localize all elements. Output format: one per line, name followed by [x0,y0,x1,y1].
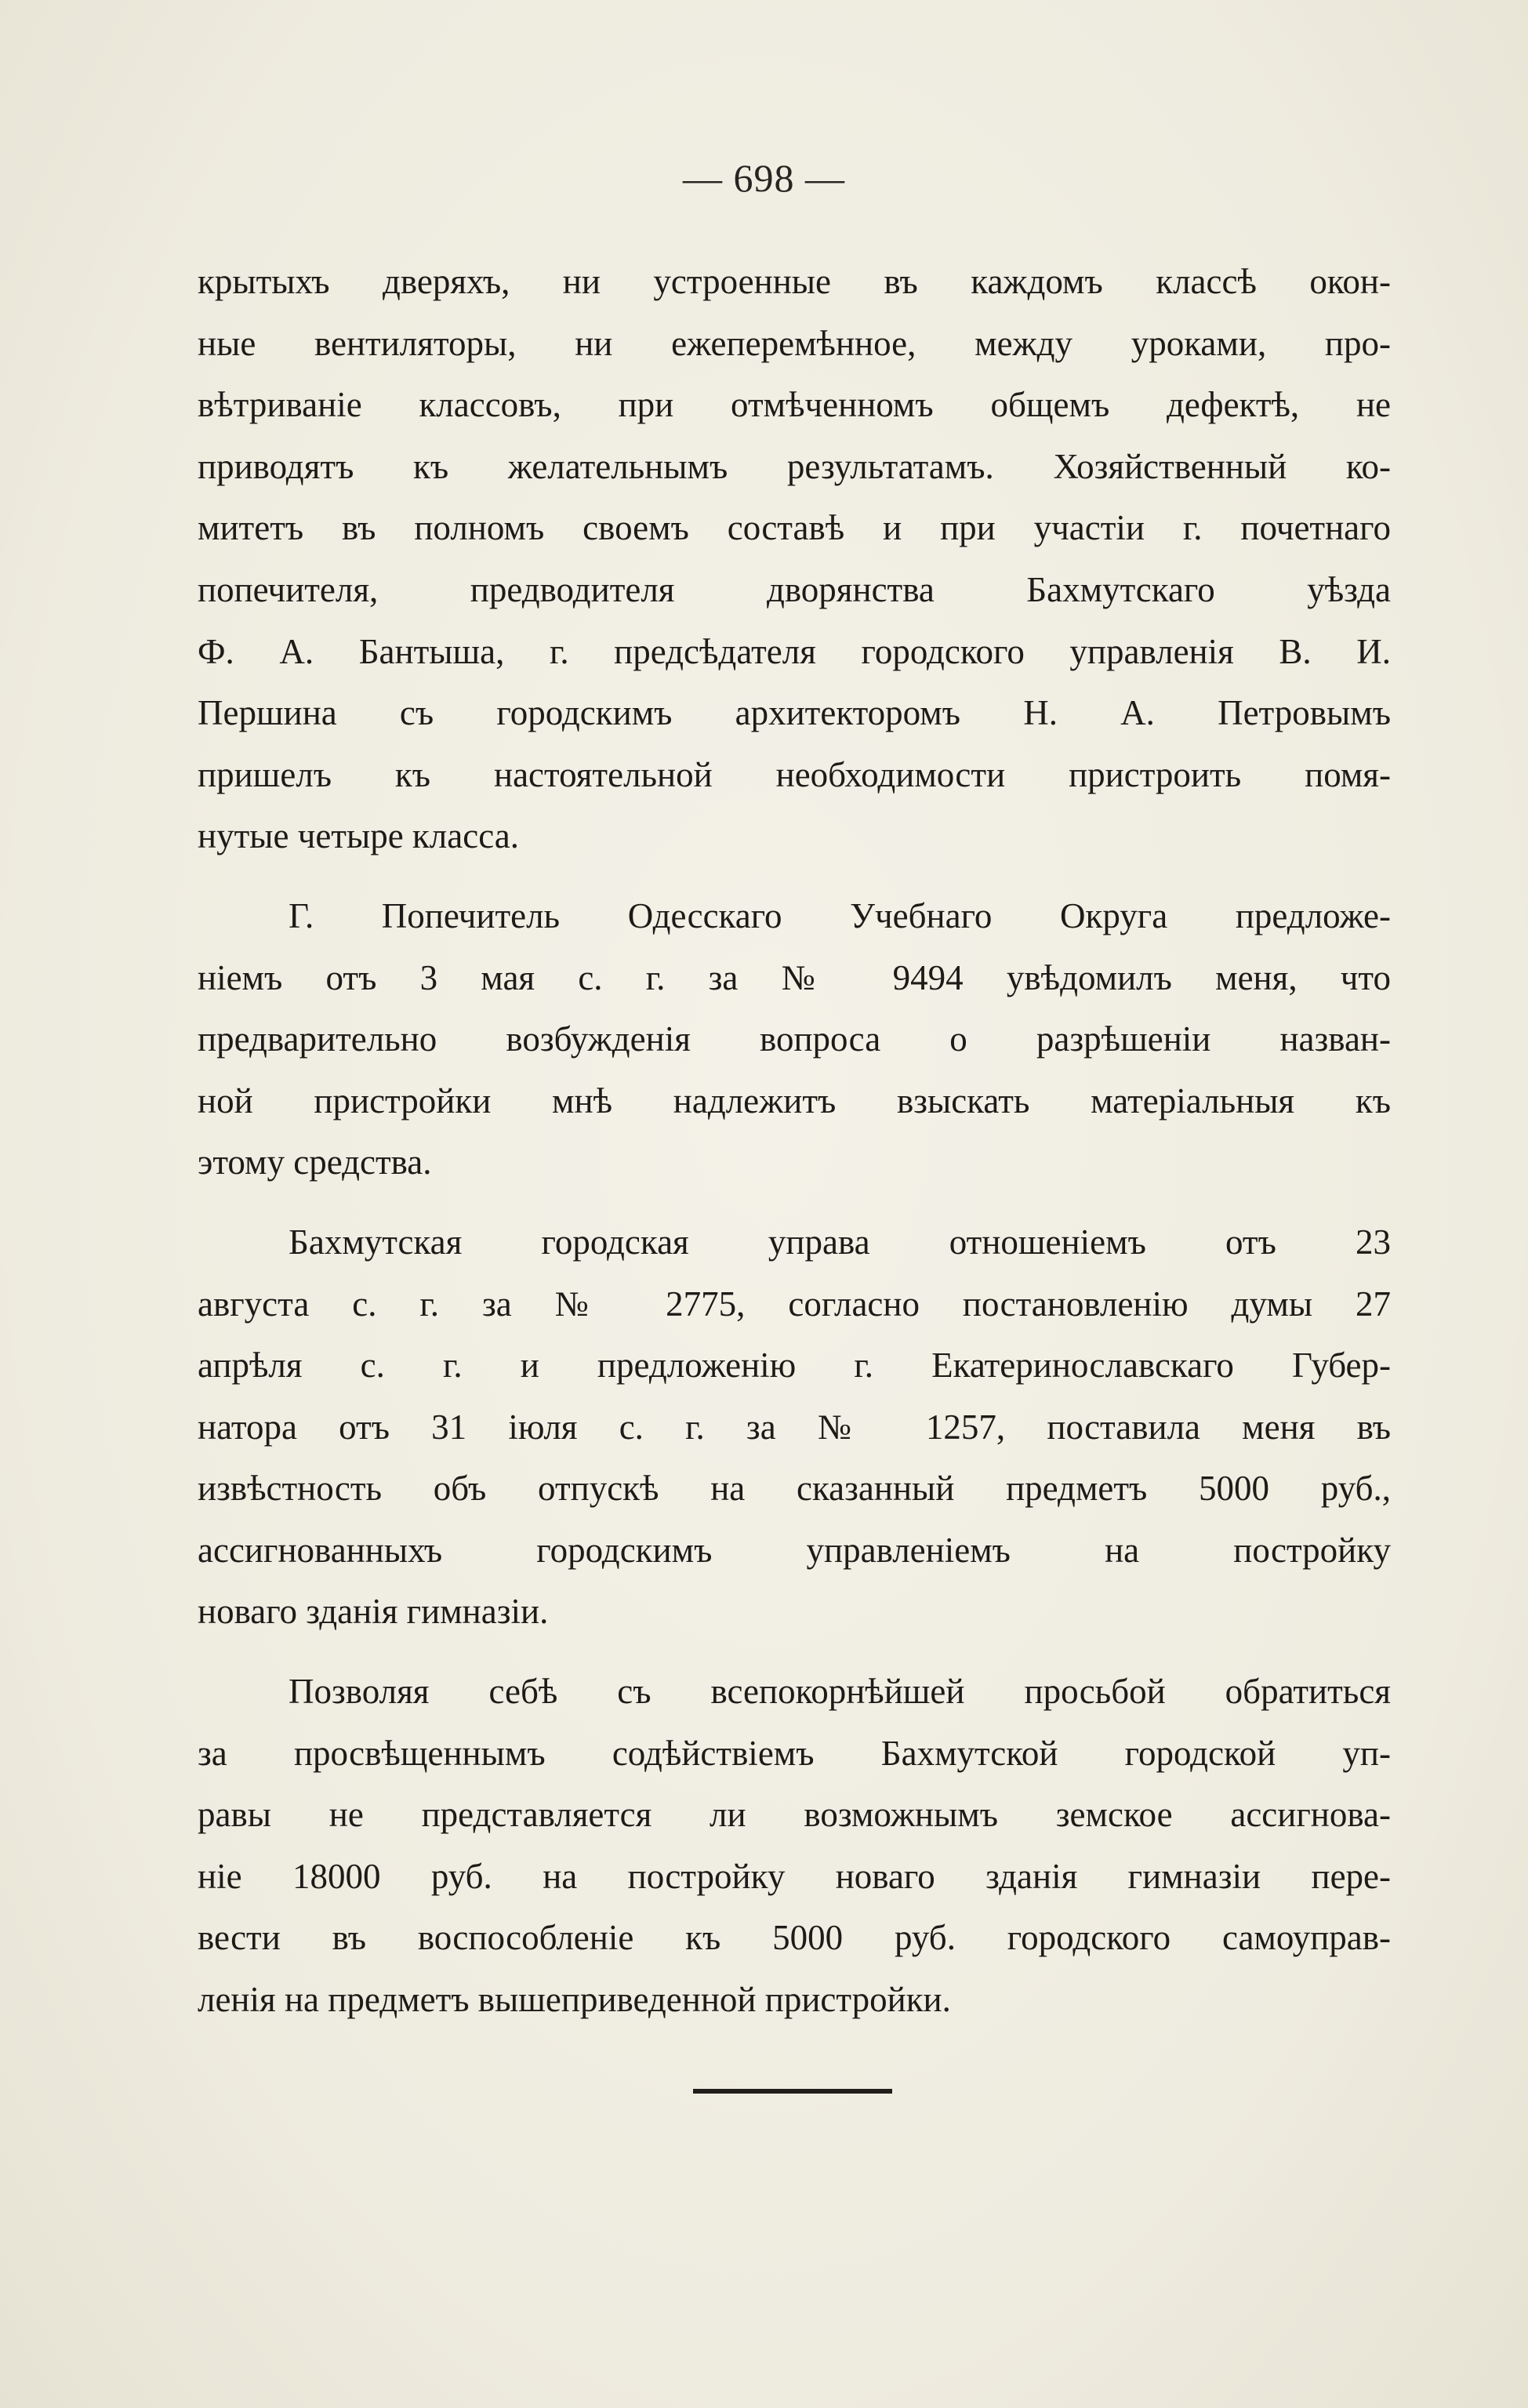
text-line: равы не представляется ли возможнымъ земское ассигнова- [198,1795,1391,1835]
text-line: крытыхъ дверяхъ, ни устроенные въ каждомъ классѣ окон- [198,262,1391,301]
body-text [198,251,1391,2049]
text-line: пришелъ къ настоятельной необходимости пристроить помя- [198,754,1391,794]
paragraph-2 [198,885,1391,1193]
text-line: приводятъ къ желательнымъ результатамъ. Хозяйственный ко- [198,446,1391,486]
text-line: ной пристройки мнѣ надлежитъ взыскать матеріальныя къ [198,1081,1391,1120]
text-line: ные вентиляторы, ни ежеперемѣнное, между уроками, про- [198,323,1391,363]
text-line: вести въ воспособленіе къ 5000 руб. городского самоуправ- [198,1918,1391,1958]
text-line: Позволяя себѣ съ всепокорнѣйшей просьбой обратиться [289,1672,1391,1712]
text-line: вѣтриваніе классовъ, при отмѣченномъ общемъ дефектѣ, не [198,385,1391,425]
paragraph-4 [198,1661,1391,2031]
text-line: Пepшина съ городскимъ архитекторомъ Н. А. Петровымъ [198,693,1391,733]
text-line: ніе 18000 руб. на постройку новаго зданія гимназіи пере- [198,1856,1391,1896]
text-line: Г. Попечитель Одесскаго Учебнаго Округа предложе- [289,895,1391,935]
text-line: Ф. А. Бантыша, г. предсѣдателя городского управленія В. И. [198,631,1391,671]
text-line: нутые четыре класса. [198,816,519,856]
text-line: митетъ въ полномъ своемъ составѣ и при участіи г. почетнаго [198,508,1391,548]
text-line: ленія на предметъ вышеприведенной пристройки. [198,1980,951,2020]
text-line: августа с. г. за № 2775, согласно постановленію думы 27 [198,1284,1391,1324]
text-line: предварительно возбужденія вопроса о разрѣшеніи назван- [198,1019,1391,1059]
paragraph-3 [198,1211,1391,1643]
text-line: извѣстность объ отпускѣ на сказанный предметъ 5000 руб., [198,1469,1391,1509]
text-line: апрѣля с. г. и предложенію г. Екатеринославскаго Губер- [198,1346,1391,1386]
text-line: за просвѣщеннымъ содѣйствіемъ Бахмутской городской уп- [198,1733,1391,1773]
text-line: ассигнованныхъ городскимъ управленіемъ на постройку [198,1530,1391,1570]
text-line: новаго зданія гимназіи. [198,1592,549,1632]
text-line: Бахмутская городская управа отношеніемъ отъ 23 [289,1222,1391,1262]
end-rule [693,2089,892,2094]
paragraph-1 [198,251,1391,867]
text-line: натора отъ 31 іюля с. г. за № 1257, поставила меня въ [198,1407,1391,1447]
text-line: этому средства. [198,1142,432,1182]
text-line: ніемъ отъ 3 мая с. г. за № 9494 увѣдомилъ меня, что [198,957,1391,997]
text-line: попечителя, предводителя дворянства Бахмутскаго уѣзда [198,569,1391,609]
page-number: — 698 — [683,156,845,200]
